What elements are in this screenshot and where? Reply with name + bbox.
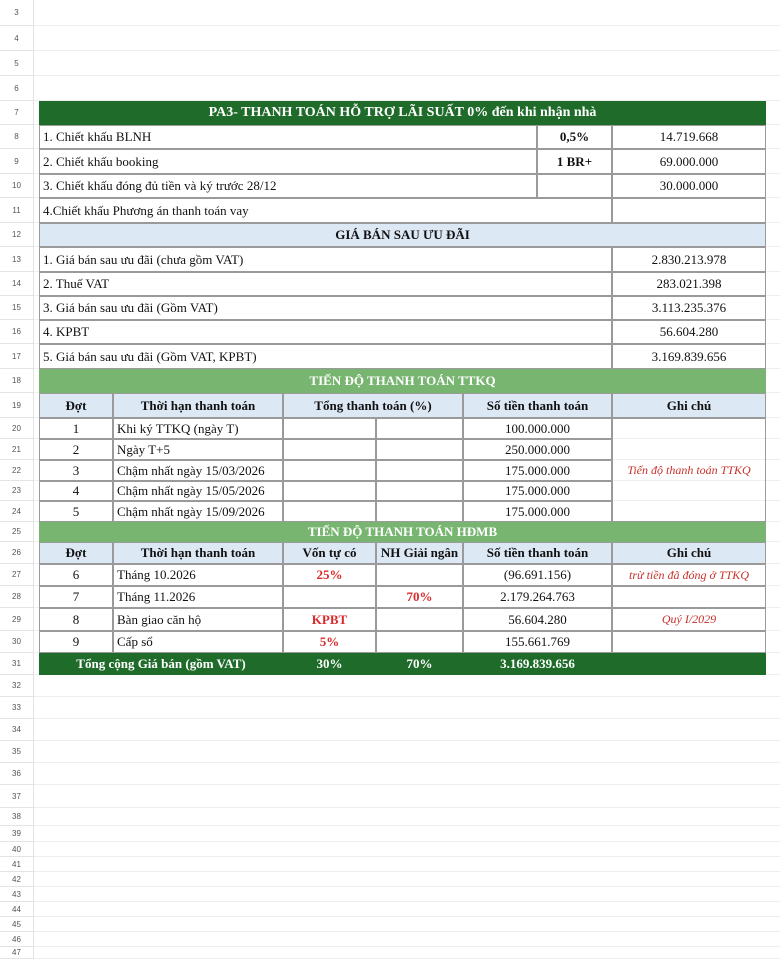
row-number[interactable]: 25 xyxy=(0,522,34,542)
price-label[interactable]: 1. Giá bán sau ưu đãi (chưa gồm VAT) xyxy=(39,247,612,272)
ttkq-dot[interactable]: 2 xyxy=(39,439,113,460)
row-number[interactable]: 27 xyxy=(0,564,34,586)
ttkq-term[interactable]: Chậm nhất ngày 15/09/2026 xyxy=(113,501,283,522)
row-number[interactable]: 40 xyxy=(0,842,34,857)
ttkq-dot[interactable]: 1 xyxy=(39,418,113,439)
row-number[interactable]: 36 xyxy=(0,763,34,785)
total-note[interactable] xyxy=(612,653,766,675)
row-number[interactable]: 44 xyxy=(0,902,34,917)
row-number[interactable]: 45 xyxy=(0,917,34,932)
row-number[interactable]: 41 xyxy=(0,857,34,872)
grid-line xyxy=(34,50,780,51)
hdmb-dot[interactable]: 6 xyxy=(39,564,113,586)
hdmb-header-bank[interactable]: NH Giải ngân xyxy=(376,542,463,564)
discount-label[interactable]: 4.Chiết khấu Phương án thanh toán vay xyxy=(39,198,612,223)
discount-amount[interactable]: 30.000.000 xyxy=(612,174,766,198)
discount-label[interactable]: 2. Chiết khấu booking xyxy=(39,149,537,174)
discount-amount[interactable]: 69.000.000 xyxy=(612,149,766,174)
hdmb-header-amount[interactable]: Số tiền thanh toán xyxy=(463,542,612,564)
price-label[interactable]: 4. KPBT xyxy=(39,320,612,344)
price-section-heading[interactable]: GIÁ BÁN SAU ƯU ĐÃI xyxy=(39,223,766,247)
row-number[interactable]: 23 xyxy=(0,481,34,501)
row-number[interactable]: 24 xyxy=(0,501,34,522)
grid-line xyxy=(34,784,780,785)
row-number[interactable]: 21 xyxy=(0,439,34,460)
ttkq-percent-2[interactable] xyxy=(376,501,463,522)
price-value[interactable]: 3.113.235.376 xyxy=(612,296,766,320)
ttkq-percent-2[interactable] xyxy=(376,460,463,481)
discount-label[interactable]: 1. Chiết khấu BLNH xyxy=(39,125,537,149)
grid-line xyxy=(34,718,780,719)
hdmb-header-dot[interactable]: Đợt xyxy=(39,542,113,564)
price-value[interactable]: 2.830.213.978 xyxy=(612,247,766,272)
hdmb-term[interactable]: Tháng 11.2026 xyxy=(113,586,283,608)
ttkq-percent-2[interactable] xyxy=(376,439,463,460)
ttkq-dot[interactable]: 5 xyxy=(39,501,113,522)
hdmb-term[interactable]: Cấp sổ xyxy=(113,631,283,653)
row-number[interactable]: 11 xyxy=(0,198,34,223)
grid-line xyxy=(34,25,780,26)
row-number[interactable]: 15 xyxy=(0,296,34,320)
total-label[interactable]: Tổng cộng Giá bán (gồm VAT) xyxy=(39,653,283,675)
hdmb-header-term[interactable]: Thời hạn thanh toán xyxy=(113,542,283,564)
ttkq-header-dot[interactable]: Đợt xyxy=(39,393,113,418)
discount-rate[interactable]: 0,5% xyxy=(537,125,612,149)
ttkq-percent[interactable] xyxy=(283,481,376,501)
hdmb-amount[interactable]: 2.179.264.763 xyxy=(463,586,612,608)
price-value[interactable]: 56.604.280 xyxy=(612,320,766,344)
row-number[interactable]: 20 xyxy=(0,418,34,439)
hdmb-amount[interactable]: 155.661.769 xyxy=(463,631,612,653)
price-label[interactable]: 3. Giá bán sau ưu đãi (Gồm VAT) xyxy=(39,296,612,320)
row-number[interactable]: 26 xyxy=(0,542,34,564)
row-number[interactable]: 30 xyxy=(0,631,34,653)
hdmb-header-own[interactable]: Vốn tự có xyxy=(283,542,376,564)
row-number[interactable]: 6 xyxy=(0,76,34,101)
ttkq-percent[interactable] xyxy=(283,439,376,460)
row-number[interactable]: 8 xyxy=(0,125,34,149)
ttkq-amount[interactable]: 250.000.000 xyxy=(463,439,612,460)
grid-line xyxy=(34,841,780,842)
hdmb-amount[interactable]: 56.604.280 xyxy=(463,608,612,631)
grid-line xyxy=(34,916,780,917)
row-number[interactable]: 5 xyxy=(0,51,34,76)
hdmb-own[interactable]: KPBT xyxy=(283,608,376,631)
discount-rate[interactable]: 1 BR+ xyxy=(537,149,612,174)
ttkq-heading[interactable]: TIẾN ĐỘ THANH TOÁN TTKQ xyxy=(39,369,766,393)
grid-line xyxy=(34,871,780,872)
row-number[interactable]: 47 xyxy=(0,947,34,959)
ttkq-term[interactable]: Ngày T+5 xyxy=(113,439,283,460)
row-number[interactable]: 42 xyxy=(0,872,34,887)
row-number[interactable]: 34 xyxy=(0,719,34,741)
row-number[interactable]: 33 xyxy=(0,697,34,719)
row-number[interactable]: 18 xyxy=(0,369,34,393)
ttkq-term[interactable]: Khi ký TTKQ (ngày T) xyxy=(113,418,283,439)
ttkq-term[interactable]: Chậm nhất ngày 15/03/2026 xyxy=(113,460,283,481)
ttkq-note[interactable]: Tiến độ thanh toán TTKQ xyxy=(612,418,766,522)
hdmb-own[interactable] xyxy=(283,586,376,608)
row-number[interactable]: 37 xyxy=(0,785,34,808)
grid-line xyxy=(34,931,780,932)
hdmb-bank[interactable] xyxy=(376,631,463,653)
hdmb-term[interactable]: Bàn giao căn hộ xyxy=(113,608,283,631)
row-number[interactable]: 14 xyxy=(0,272,34,296)
grid-line xyxy=(34,856,780,857)
row-number[interactable]: 38 xyxy=(0,808,34,826)
hdmb-own[interactable]: 25% xyxy=(283,564,376,586)
row-number[interactable]: 12 xyxy=(0,223,34,247)
hdmb-bank[interactable] xyxy=(376,564,463,586)
row-number[interactable]: 13 xyxy=(0,247,34,272)
ttkq-header-note[interactable]: Ghi chú xyxy=(612,393,766,418)
ttkq-dot[interactable]: 3 xyxy=(39,460,113,481)
table-title[interactable]: PA3- THANH TOÁN HỖ TRỢ LÃI SUẤT 0% đến khi nhận nhà xyxy=(39,101,766,125)
grid-line xyxy=(34,886,780,887)
grid-line xyxy=(34,825,780,826)
row-number[interactable]: 4 xyxy=(0,26,34,51)
hdmb-header-note[interactable]: Ghi chú xyxy=(612,542,766,564)
hdmb-dot[interactable]: 7 xyxy=(39,586,113,608)
ttkq-amount[interactable]: 175.000.000 xyxy=(463,481,612,501)
row-number[interactable]: 31 xyxy=(0,653,34,675)
row-number[interactable]: 7 xyxy=(0,101,34,125)
hdmb-amount[interactable]: (96.691.156) xyxy=(463,564,612,586)
grid-line xyxy=(34,901,780,902)
hdmb-note[interactable]: trừ tiền đã đóng ở TTKQ xyxy=(612,564,766,586)
total-bank[interactable]: 70% xyxy=(376,653,463,675)
grid-line xyxy=(34,740,780,741)
row-number[interactable]: 3 xyxy=(0,0,34,26)
hdmb-dot[interactable]: 9 xyxy=(39,631,113,653)
price-label[interactable]: 5. Giá bán sau ưu đãi (Gồm VAT, KPBT) xyxy=(39,344,612,369)
row-number[interactable]: 22 xyxy=(0,460,34,481)
row-number[interactable]: 10 xyxy=(0,174,34,198)
ttkq-dot[interactable]: 4 xyxy=(39,481,113,501)
grid-line xyxy=(34,75,780,76)
price-value[interactable]: 3.169.839.656 xyxy=(612,344,766,369)
ttkq-header-term[interactable]: Thời hạn thanh toán xyxy=(113,393,283,418)
ttkq-term[interactable]: Chậm nhất ngày 15/05/2026 xyxy=(113,481,283,501)
row-number[interactable]: 16 xyxy=(0,320,34,344)
hdmb-note[interactable]: Quý I/2029 xyxy=(612,608,766,631)
ttkq-percent[interactable] xyxy=(283,418,376,439)
grid-line xyxy=(34,696,780,697)
row-number[interactable]: 43 xyxy=(0,887,34,902)
hdmb-heading[interactable]: TIẾN ĐỘ THANH TOÁN HĐMB xyxy=(39,522,766,542)
discount-amount[interactable] xyxy=(612,198,766,223)
hdmb-bank[interactable] xyxy=(376,608,463,631)
row-number[interactable]: 39 xyxy=(0,826,34,842)
ttkq-amount[interactable]: 175.000.000 xyxy=(463,460,612,481)
row-number[interactable]: 29 xyxy=(0,608,34,631)
row-number[interactable]: 28 xyxy=(0,586,34,608)
row-number[interactable]: 9 xyxy=(0,149,34,174)
hdmb-dot[interactable]: 8 xyxy=(39,608,113,631)
price-value[interactable]: 283.021.398 xyxy=(612,272,766,296)
ttkq-amount[interactable]: 100.000.000 xyxy=(463,418,612,439)
discount-amount[interactable]: 14.719.668 xyxy=(612,125,766,149)
row-number[interactable]: 19 xyxy=(0,393,34,418)
grid-line xyxy=(34,807,780,808)
discount-label[interactable]: 3. Chiết khấu đóng đủ tiền và ký trước 28/12 xyxy=(39,174,537,198)
hdmb-own[interactable]: 5% xyxy=(283,631,376,653)
discount-rate[interactable] xyxy=(537,174,612,198)
price-label[interactable]: 2. Thuế VAT xyxy=(39,272,612,296)
hdmb-note[interactable] xyxy=(612,631,766,653)
ttkq-header-percent[interactable]: Tổng thanh toán (%) xyxy=(283,393,463,418)
ttkq-percent[interactable] xyxy=(283,501,376,522)
hdmb-term[interactable]: Tháng 10.2026 xyxy=(113,564,283,586)
ttkq-percent[interactable] xyxy=(283,460,376,481)
ttkq-header-amount[interactable]: Số tiền thanh toán xyxy=(463,393,612,418)
row-number[interactable]: 32 xyxy=(0,675,34,697)
grid-line xyxy=(34,946,780,947)
row-number[interactable]: 35 xyxy=(0,741,34,763)
row-number[interactable]: 17 xyxy=(0,344,34,369)
ttkq-amount[interactable]: 175.000.000 xyxy=(463,501,612,522)
hdmb-note[interactable] xyxy=(612,586,766,608)
hdmb-bank[interactable]: 70% xyxy=(376,586,463,608)
ttkq-percent-2[interactable] xyxy=(376,418,463,439)
ttkq-percent-2[interactable] xyxy=(376,481,463,501)
row-number[interactable]: 46 xyxy=(0,932,34,947)
total-own[interactable]: 30% xyxy=(283,653,376,675)
grid-line xyxy=(34,762,780,763)
total-amount[interactable]: 3.169.839.656 xyxy=(463,653,612,675)
